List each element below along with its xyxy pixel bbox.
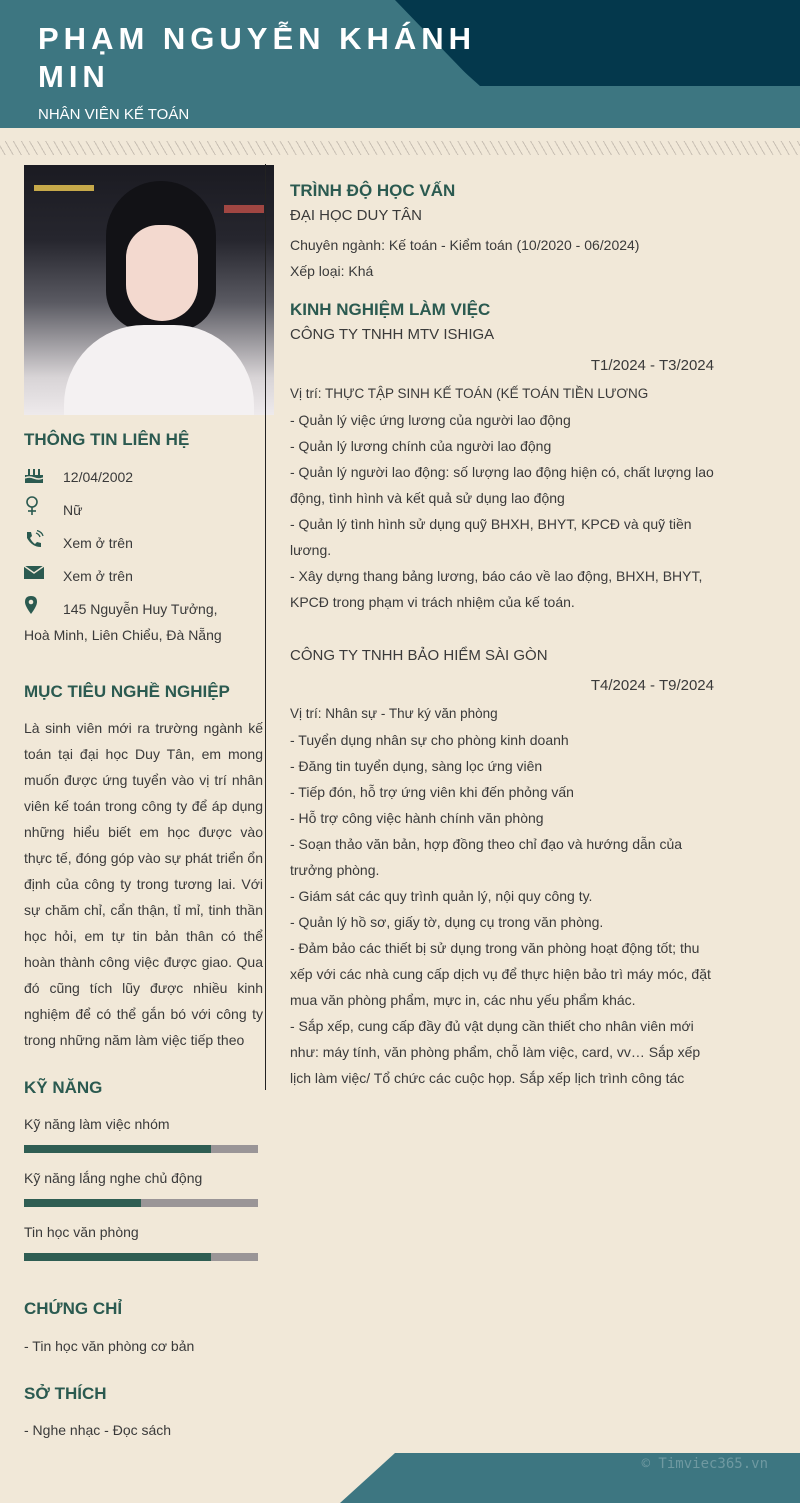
education-grade: Xếp loại: Khá (290, 263, 374, 279)
job-line: - Tiếp đón, hỗ trợ ứng viên khi đến phỏng vấn (290, 784, 574, 800)
contact-address-line2: Hoà Minh, Liên Chiểu, Đà Nẵng (24, 627, 222, 643)
job-line: - Quản lý việc ứng lương của người lao động (290, 412, 571, 428)
skills-title: KỸ NĂNG (24, 1078, 103, 1097)
skill-bar (24, 1253, 258, 1261)
job-line: - Quản lý người lao động: số lượng lao động hiện có, chất lượng lao động, tình hình và kết quả sử dụng lao động (290, 464, 714, 506)
hobbies-title: SỞ THÍCH (24, 1384, 107, 1403)
education-school: ĐẠI HỌC DUY TÂN (290, 207, 422, 224)
skill-bar (24, 1145, 258, 1153)
skill-bar-fill (24, 1145, 211, 1153)
job-line: - Đảm bảo các thiết bị sử dụng trong văn phòng hoạt động tốt; thu xếp với các nhà cung cấp dịch vụ để thực hiện bảo trì máy móc, đặt mua văn phòng phẩm, mực in, các nhu yếu phẩm khác. (290, 940, 711, 1008)
objective-text: Là sinh viên mới ra trường ngành kế toán tại đại học Duy Tân, em mong muốn được ứng tuyển vào vị trí nhân viên kế toán trong công ty để áp dụng những hiểu biết em học được vào thực tế, đóng góp vào sự phát triển ổn định của công ty trong tương lai. Với sự chăm chỉ, cẩn thận, tỉ mỉ, tinh thần học hỏi, em tự tin bản thân có thể hoàn thành công việc được giao. Qua đó cũng tích lũy được nhiều kinh nghiệm để có thể gắn bó với công ty trong những năm làm việc tiếp theo (24, 720, 263, 1048)
skill-label: Kỹ năng làm việc nhóm (24, 1116, 170, 1132)
job-line: - Tuyển dụng nhân sự cho phòng kinh doanh (290, 732, 569, 748)
email-icon (24, 564, 44, 582)
job-line: - Quản lý hồ sơ, giấy tờ, dụng cụ trong văn phòng. (290, 914, 604, 930)
location-pin-icon (24, 596, 44, 614)
job-date: T4/2024 - T9/2024 (590, 677, 714, 694)
job-line: - Quản lý tình hình sử dụng quỹ BHXH, BHYT, KPCĐ và quỹ tiền lương. (290, 516, 692, 558)
skill-label: Tin học văn phòng (24, 1224, 139, 1240)
hobby-item: - Nghe nhạc - Đọc sách (24, 1422, 172, 1438)
experience-title: KINH NGHIỆM LÀM VIỆC (290, 300, 491, 319)
skill-label: Kỹ năng lắng nghe chủ động (24, 1170, 203, 1186)
certificate-item: - Tin học văn phòng cơ bản (24, 1338, 195, 1354)
job-title: NHÂN VIÊN KẾ TOÁN (38, 106, 190, 123)
job-line: Vị trí: THỰC TẬP SINH KẾ TOÁN (KẾ TOÁN TIỀN LƯƠNG (290, 386, 649, 401)
slash-divider (0, 141, 800, 155)
education-title: TRÌNH ĐỘ HỌC VẤN (290, 181, 456, 200)
job-line: - Xây dựng thang bảng lương, báo cáo về lao động, BHXH, BHYT, KPCĐ trong phạm vi trách nhiệm của kế toán. (290, 568, 703, 610)
skill-bar-fill (24, 1199, 141, 1207)
job-company: CÔNG TY TNHH BẢO HIỂM SÀI GÒN (290, 647, 548, 664)
skill-bar (24, 1199, 258, 1207)
contact-gender: Nữ (63, 502, 83, 518)
job-line: - Đăng tin tuyển dụng, sàng lọc ứng viên (290, 758, 543, 774)
education-major: Chuyên ngành: Kế toán - Kiểm toán (10/2020 - 06/2024) (290, 237, 640, 253)
candidate-name: PHẠM NGUYỄN KHÁNH MIN (38, 21, 477, 94)
phone-icon (24, 530, 44, 548)
header-banner (0, 0, 800, 128)
birthday-cake-icon (24, 466, 44, 484)
job-line: Vị trí: Nhân sự - Thư ký văn phòng (290, 706, 498, 721)
gender-female-icon (24, 496, 44, 514)
column-divider (265, 164, 266, 1090)
contact-phone: Xem ở trên (63, 535, 133, 551)
certificates-title: CHỨNG CHỈ (24, 1299, 123, 1318)
skill-bar-fill (24, 1253, 211, 1261)
profile-photo (24, 165, 274, 415)
objective-title: MỤC TIÊU NGHỀ NGHIỆP (24, 682, 230, 701)
job-date: T1/2024 - T3/2024 (590, 357, 714, 374)
contact-title: THÔNG TIN LIÊN HỆ (24, 430, 190, 449)
job-line: - Hỗ trợ công việc hành chính văn phòng (290, 810, 544, 826)
contact-email: Xem ở trên (63, 568, 133, 584)
watermark: © Timviec365.vn (641, 1456, 768, 1472)
job-line: - Sắp xếp, cung cấp đầy đủ vật dụng cần thiết cho nhân viên mới như: máy tính, văn phòng phẩm, chỗ làm việc, card, vv… Sắp xếp lịch làm việc/ Tổ chức các cuộc họp. Sắp xếp lịch trình công tác (290, 1018, 701, 1086)
job-company: CÔNG TY TNHH MTV ISHIGA (290, 326, 495, 343)
job-line: - Giám sát các quy trình quản lý, nội quy công ty. (290, 888, 593, 904)
contact-address-line1: 145 Nguyễn Huy Tưởng, (63, 601, 218, 617)
job-line: - Quản lý lương chính của người lao động (290, 438, 552, 454)
job-line: - Soạn thảo văn bản, hợp đồng theo chỉ đạo và hướng dẫn của trưởng phòng. (290, 836, 683, 878)
contact-birthday: 12/04/2002 (63, 469, 134, 485)
